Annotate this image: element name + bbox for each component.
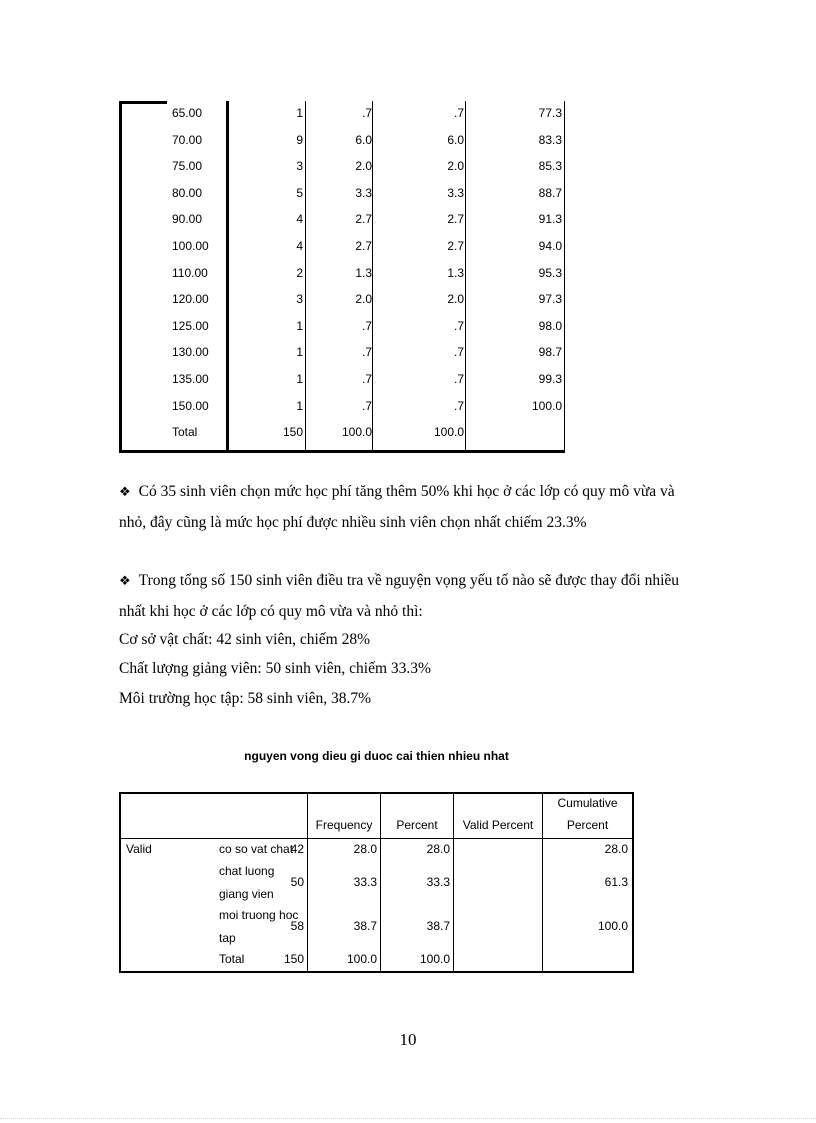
frequency-cell: 42: [290, 842, 304, 856]
page-edge-line: [0, 1118, 816, 1119]
cumulative-percent-cell: 61.3: [604, 875, 628, 889]
percent-cell: 100.0: [341, 425, 372, 440]
valid-percent-cell: .7: [453, 318, 464, 333]
row-label-line-2: giang vien: [219, 887, 274, 901]
cumulative-percent-cell: 100.0: [531, 398, 562, 413]
header-frequency: Frequency: [315, 818, 373, 832]
percent-cell: .7: [361, 398, 372, 413]
paragraph-2-line-5: Môi trường học tập: 58 sinh viên, 38.7%: [119, 690, 372, 707]
row-label-line-2: tap: [219, 931, 236, 945]
frequency-cell: 3: [296, 159, 303, 174]
table-row: [119, 288, 565, 315]
valid-percent-cell: 38.7: [426, 919, 450, 933]
paragraph-2-line-1: [119, 572, 679, 590]
table-row: [119, 262, 565, 289]
header-cumulative: Cumulative: [557, 796, 618, 810]
value-cell: 135.00: [172, 372, 209, 386]
paragraph-text: Trong tổng số 150 sinh viên điều tra về nguyện vọng yếu tố nào sẽ được thay đổi nhiều: [138, 572, 680, 589]
row-label: chat luong: [219, 864, 275, 878]
value-cell: 150.00: [172, 398, 209, 413]
value-cell: 75.00: [172, 159, 203, 174]
frequency-cell: 1: [296, 372, 303, 386]
value-cell: 65.00: [172, 106, 203, 120]
paragraph-2-line-4: Chất lượng giảng viên: 50 sinh viên, chiếm 33.3%: [119, 660, 431, 677]
frequency-cell: 50: [290, 875, 304, 889]
table-row: [119, 129, 565, 156]
table-frame-bottom: [119, 450, 565, 453]
percent-cell: 2.7: [355, 239, 372, 253]
table-row: [119, 155, 565, 182]
percent-cell: 2.0: [355, 292, 372, 307]
percent-cell: 100.0: [346, 952, 377, 966]
header-divider: [121, 838, 632, 839]
cumulative-percent-cell: 91.3: [538, 212, 562, 227]
percent-cell: 3.3: [355, 185, 372, 200]
table-row: [119, 368, 565, 395]
percent-cell: 28.0: [353, 842, 377, 856]
row-label-total: Total: [219, 952, 245, 966]
cumulative-percent-cell: 77.3: [538, 106, 562, 120]
cumulative-percent-cell: 95.3: [538, 265, 562, 280]
table-row: [119, 208, 565, 235]
valid-percent-cell: 3.3: [447, 185, 464, 200]
cumulative-percent-cell: 85.3: [538, 159, 562, 174]
paragraph-1-line-1: [119, 483, 675, 501]
group-label-valid: Valid: [126, 842, 152, 856]
valid-percent-cell: .7: [453, 398, 464, 413]
table-row: [119, 182, 565, 209]
percent-cell: 6.0: [355, 132, 372, 147]
paragraph-2-line-2: nhất khi học ở các lớp có quy mô vừa và nhỏ thì:: [119, 603, 423, 620]
frequency-cell: 150: [282, 425, 303, 440]
frequency-cell: 2: [296, 265, 303, 280]
header-percent: Percent: [396, 818, 438, 832]
frequency-cell: 4: [296, 212, 303, 227]
cumulative-percent-cell: 99.3: [538, 372, 562, 386]
valid-percent-cell: .7: [453, 345, 464, 360]
frequency-cell: 9: [296, 132, 303, 147]
frequency-cell: 150: [283, 952, 304, 966]
frequency-cell: 1: [296, 318, 303, 333]
percent-cell: 1.3: [355, 265, 372, 280]
percent-cell: .7: [361, 345, 372, 360]
paragraph-2-line-3: Cơ sở vật chất: 42 sinh viên, chiếm 28%: [119, 631, 371, 648]
percent-cell: 2.0: [355, 159, 372, 174]
frequency-cell: 5: [296, 185, 303, 200]
valid-percent-cell: 1.3: [447, 265, 464, 280]
frequency-cell: 1: [296, 398, 303, 413]
frequency-table-continued: [119, 101, 565, 453]
table-row: [119, 341, 565, 368]
cumulative-percent-cell: 97.3: [538, 292, 562, 307]
value-cell: 70.00: [172, 132, 203, 147]
header-cumulative-percent: Percent: [566, 818, 609, 832]
value-cell: Total: [172, 425, 198, 440]
value-cell: 80.00: [172, 185, 203, 200]
table-row: [119, 395, 565, 422]
value-cell: 90.00: [172, 212, 203, 227]
diamond-bullet-icon: ❖: [119, 574, 131, 589]
valid-percent-cell: 2.0: [447, 159, 464, 174]
valid-percent-cell: 28.0: [426, 842, 450, 856]
page-number: 10: [399, 1030, 417, 1049]
frequency-cell: 1: [296, 345, 303, 360]
table-row-total: [119, 421, 565, 448]
table-row: [119, 102, 565, 129]
valid-percent-cell: .7: [453, 372, 464, 386]
valid-percent-cell: 2.7: [447, 212, 464, 227]
value-cell: 110.00: [172, 265, 208, 280]
percent-cell: 33.3: [353, 875, 377, 889]
frequency-cell: 1: [296, 106, 303, 120]
cumulative-percent-cell: 88.7: [538, 185, 562, 200]
cumulative-percent-cell: 98.0: [538, 318, 562, 333]
row-label: moi truong hoc: [219, 908, 299, 922]
valid-percent-cell: 33.3: [426, 875, 450, 889]
table-row: [119, 235, 565, 262]
valid-percent-cell: .7: [453, 106, 464, 120]
cumulative-percent-cell: 83.3: [538, 132, 562, 147]
valid-percent-cell: 100.0: [419, 952, 450, 966]
percent-cell: 2.7: [355, 212, 372, 227]
cumulative-percent-cell: 98.7: [538, 345, 562, 360]
header-valid-percent: Valid Percent: [462, 818, 534, 832]
percent-cell: .7: [361, 372, 372, 386]
value-cell: 125.00: [172, 318, 209, 333]
frequency-cell: 4: [296, 239, 303, 253]
cumulative-percent-cell: 100.0: [597, 919, 628, 933]
improvement-priority-table: [119, 792, 634, 973]
valid-percent-cell: 2.7: [447, 239, 464, 253]
cumulative-percent-cell: 28.0: [604, 842, 628, 856]
value-cell: 130.00: [172, 345, 209, 360]
paragraph-text: Có 35 sinh viên chọn mức học phí tăng thêm 50% khi học ở các lớp có quy mô vừa và: [138, 483, 675, 500]
valid-percent-cell: 2.0: [447, 292, 464, 307]
paragraph-1-line-2: nhỏ, đây cũng là mức học phí được nhiều sinh viên chọn nhất chiếm 23.3%: [119, 514, 587, 531]
diamond-bullet-icon: ❖: [119, 485, 131, 500]
frequency-cell: 3: [296, 292, 303, 307]
value-cell: 120.00: [172, 292, 209, 307]
table-title: nguyen vong dieu gi duoc cai thien nhieu nhat: [244, 749, 509, 763]
frequency-cell: 58: [290, 919, 304, 933]
cumulative-percent-cell: 94.0: [538, 239, 562, 253]
table-row: [119, 315, 565, 342]
valid-percent-cell: 6.0: [447, 132, 464, 147]
row-label: co so vat chat: [219, 842, 294, 856]
percent-cell: 38.7: [353, 919, 377, 933]
percent-cell: .7: [361, 106, 372, 120]
value-cell: 100.00: [172, 239, 209, 253]
percent-cell: .7: [361, 318, 372, 333]
valid-percent-cell: 100.0: [433, 425, 464, 440]
